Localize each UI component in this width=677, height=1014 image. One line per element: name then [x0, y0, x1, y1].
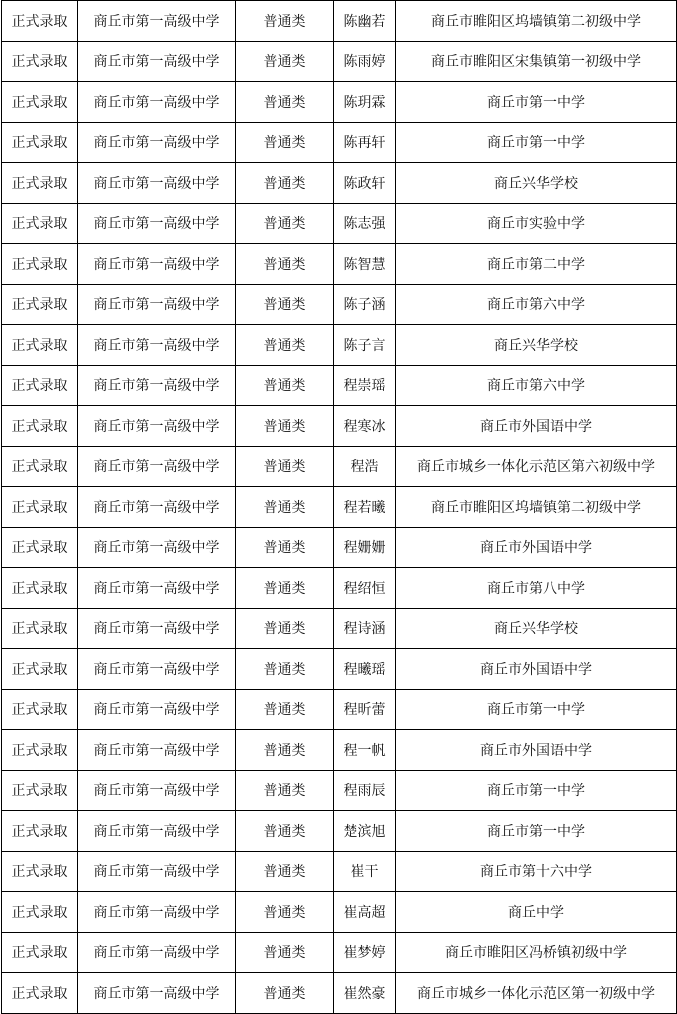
category-cell: 普通类 — [236, 932, 334, 973]
category-cell: 普通类 — [236, 41, 334, 82]
category-cell: 普通类 — [236, 892, 334, 933]
admission-status-cell: 正式录取 — [2, 973, 78, 1014]
graduating-school-cell: 商丘市外国语中学 — [396, 527, 677, 568]
admitting-school-cell: 商丘市第一高级中学 — [78, 973, 236, 1014]
table-row — [2, 41, 677, 82]
admission-status-cell: 正式录取 — [2, 649, 78, 690]
category-cell: 普通类 — [236, 811, 334, 852]
student-name-cell: 程曦瑶 — [334, 649, 396, 690]
admission-status-cell: 正式录取 — [2, 932, 78, 973]
graduating-school-cell: 商丘市外国语中学 — [396, 406, 677, 447]
admission-status-cell: 正式录取 — [2, 244, 78, 285]
category-cell: 普通类 — [236, 608, 334, 649]
category-cell: 普通类 — [236, 649, 334, 690]
admission-status-cell: 正式录取 — [2, 163, 78, 204]
student-name-cell: 程诗涵 — [334, 608, 396, 649]
category-cell: 普通类 — [236, 527, 334, 568]
admission-status-cell: 正式录取 — [2, 892, 78, 933]
table-row — [2, 122, 677, 163]
table-row — [2, 1, 677, 42]
category-cell: 普通类 — [236, 973, 334, 1014]
student-name-cell: 程寒冰 — [334, 406, 396, 447]
student-name-cell: 崔然豪 — [334, 973, 396, 1014]
category-cell: 普通类 — [236, 325, 334, 366]
category-cell: 普通类 — [236, 244, 334, 285]
admission-status-cell: 正式录取 — [2, 487, 78, 528]
admitting-school-cell: 商丘市第一高级中学 — [78, 770, 236, 811]
admission-status-cell: 正式录取 — [2, 527, 78, 568]
admitting-school-cell: 商丘市第一高级中学 — [78, 608, 236, 649]
table-row — [2, 325, 677, 366]
graduating-school-cell: 商丘市外国语中学 — [396, 649, 677, 690]
table-row — [2, 851, 677, 892]
category-cell: 普通类 — [236, 365, 334, 406]
admission-status-cell: 正式录取 — [2, 203, 78, 244]
admitting-school-cell: 商丘市第一高级中学 — [78, 851, 236, 892]
table-row — [2, 527, 677, 568]
graduating-school-cell: 商丘中学 — [396, 892, 677, 933]
student-name-cell: 崔梦婷 — [334, 932, 396, 973]
graduating-school-cell: 商丘市睢阳区宋集镇第一初级中学 — [396, 41, 677, 82]
table-row — [2, 973, 677, 1014]
student-name-cell: 程一帆 — [334, 730, 396, 771]
graduating-school-cell: 商丘市第六中学 — [396, 365, 677, 406]
admission-status-cell: 正式录取 — [2, 730, 78, 771]
admission-status-cell: 正式录取 — [2, 122, 78, 163]
admission-status-cell: 正式录取 — [2, 770, 78, 811]
admitting-school-cell: 商丘市第一高级中学 — [78, 892, 236, 933]
table-row — [2, 770, 677, 811]
admission-status-cell: 正式录取 — [2, 406, 78, 447]
graduating-school-cell: 商丘兴华学校 — [396, 163, 677, 204]
admitting-school-cell: 商丘市第一高级中学 — [78, 244, 236, 285]
admission-status-cell: 正式录取 — [2, 325, 78, 366]
table-row — [2, 689, 677, 730]
student-name-cell: 陈子涵 — [334, 284, 396, 325]
category-cell: 普通类 — [236, 203, 334, 244]
admission-status-cell: 正式录取 — [2, 689, 78, 730]
student-name-cell: 程昕蕾 — [334, 689, 396, 730]
graduating-school-cell: 商丘兴华学校 — [396, 325, 677, 366]
graduating-school-cell: 商丘市第八中学 — [396, 568, 677, 609]
admitting-school-cell: 商丘市第一高级中学 — [78, 1, 236, 42]
admission-status-cell: 正式录取 — [2, 41, 78, 82]
table-row — [2, 244, 677, 285]
admitting-school-cell: 商丘市第一高级中学 — [78, 730, 236, 771]
student-name-cell: 崔干 — [334, 851, 396, 892]
admission-status-cell: 正式录取 — [2, 1, 78, 42]
category-cell: 普通类 — [236, 82, 334, 123]
admitting-school-cell: 商丘市第一高级中学 — [78, 325, 236, 366]
graduating-school-cell: 商丘市第一中学 — [396, 122, 677, 163]
graduating-school-cell: 商丘市睢阳区冯桥镇初级中学 — [396, 932, 677, 973]
graduating-school-cell: 商丘市第一中学 — [396, 82, 677, 123]
category-cell: 普通类 — [236, 1, 334, 42]
table-row — [2, 568, 677, 609]
graduating-school-cell: 商丘兴华学校 — [396, 608, 677, 649]
table-row — [2, 649, 677, 690]
student-name-cell: 陈智慧 — [334, 244, 396, 285]
admitting-school-cell: 商丘市第一高级中学 — [78, 41, 236, 82]
graduating-school-cell: 商丘市睢阳区坞墙镇第二初级中学 — [396, 487, 677, 528]
table-row — [2, 811, 677, 852]
category-cell: 普通类 — [236, 406, 334, 447]
student-name-cell: 楚滨旭 — [334, 811, 396, 852]
student-name-cell: 陈玥霖 — [334, 82, 396, 123]
admitting-school-cell: 商丘市第一高级中学 — [78, 568, 236, 609]
admitting-school-cell: 商丘市第一高级中学 — [78, 203, 236, 244]
student-name-cell: 程若曦 — [334, 487, 396, 528]
student-name-cell: 程崇瑶 — [334, 365, 396, 406]
table-row — [2, 203, 677, 244]
admission-status-cell: 正式录取 — [2, 284, 78, 325]
student-name-cell: 陈幽若 — [334, 1, 396, 42]
admitting-school-cell: 商丘市第一高级中学 — [78, 365, 236, 406]
table-row — [2, 284, 677, 325]
category-cell: 普通类 — [236, 284, 334, 325]
category-cell: 普通类 — [236, 689, 334, 730]
admitting-school-cell: 商丘市第一高级中学 — [78, 284, 236, 325]
admission-status-cell: 正式录取 — [2, 365, 78, 406]
table-row — [2, 406, 677, 447]
admission-status-cell: 正式录取 — [2, 446, 78, 487]
admitting-school-cell: 商丘市第一高级中学 — [78, 649, 236, 690]
category-cell: 普通类 — [236, 851, 334, 892]
admission-status-cell: 正式录取 — [2, 608, 78, 649]
admitting-school-cell: 商丘市第一高级中学 — [78, 689, 236, 730]
graduating-school-cell: 商丘市第二中学 — [396, 244, 677, 285]
admitting-school-cell: 商丘市第一高级中学 — [78, 527, 236, 568]
admitting-school-cell: 商丘市第一高级中学 — [78, 446, 236, 487]
admitting-school-cell: 商丘市第一高级中学 — [78, 932, 236, 973]
graduating-school-cell: 商丘市第六中学 — [396, 284, 677, 325]
admission-status-cell: 正式录取 — [2, 851, 78, 892]
admitting-school-cell: 商丘市第一高级中学 — [78, 811, 236, 852]
admitting-school-cell: 商丘市第一高级中学 — [78, 122, 236, 163]
admission-table-body — [2, 1, 677, 1014]
graduating-school-cell: 商丘市城乡一体化示范区第六初级中学 — [396, 446, 677, 487]
table-row — [2, 365, 677, 406]
student-name-cell: 陈政轩 — [334, 163, 396, 204]
graduating-school-cell: 商丘市城乡一体化示范区第一初级中学 — [396, 973, 677, 1014]
table-row — [2, 446, 677, 487]
admitting-school-cell: 商丘市第一高级中学 — [78, 406, 236, 447]
student-name-cell: 陈志强 — [334, 203, 396, 244]
category-cell: 普通类 — [236, 730, 334, 771]
student-name-cell: 程姗姗 — [334, 527, 396, 568]
table-row — [2, 892, 677, 933]
graduating-school-cell: 商丘市第一中学 — [396, 689, 677, 730]
graduating-school-cell: 商丘市第十六中学 — [396, 851, 677, 892]
table-row — [2, 608, 677, 649]
table-row — [2, 82, 677, 123]
admission-status-cell: 正式录取 — [2, 568, 78, 609]
admission-status-cell: 正式录取 — [2, 82, 78, 123]
admitting-school-cell: 商丘市第一高级中学 — [78, 163, 236, 204]
table-row — [2, 163, 677, 204]
category-cell: 普通类 — [236, 487, 334, 528]
admission-status-cell: 正式录取 — [2, 811, 78, 852]
admitting-school-cell: 商丘市第一高级中学 — [78, 82, 236, 123]
graduating-school-cell: 商丘市外国语中学 — [396, 730, 677, 771]
table-row — [2, 730, 677, 771]
category-cell: 普通类 — [236, 446, 334, 487]
student-name-cell: 崔高超 — [334, 892, 396, 933]
student-name-cell: 陈子言 — [334, 325, 396, 366]
student-name-cell: 程浩 — [334, 446, 396, 487]
table-row — [2, 487, 677, 528]
table-row — [2, 932, 677, 973]
student-name-cell: 陈再轩 — [334, 122, 396, 163]
graduating-school-cell: 商丘市睢阳区坞墙镇第二初级中学 — [396, 1, 677, 42]
graduating-school-cell: 商丘市第一中学 — [396, 770, 677, 811]
category-cell: 普通类 — [236, 122, 334, 163]
category-cell: 普通类 — [236, 568, 334, 609]
admitting-school-cell: 商丘市第一高级中学 — [78, 487, 236, 528]
student-name-cell: 程绍恒 — [334, 568, 396, 609]
category-cell: 普通类 — [236, 770, 334, 811]
student-name-cell: 陈雨婷 — [334, 41, 396, 82]
admission-table — [1, 0, 677, 1014]
category-cell: 普通类 — [236, 163, 334, 204]
student-name-cell: 程雨辰 — [334, 770, 396, 811]
graduating-school-cell: 商丘市第一中学 — [396, 811, 677, 852]
graduating-school-cell: 商丘市实验中学 — [396, 203, 677, 244]
